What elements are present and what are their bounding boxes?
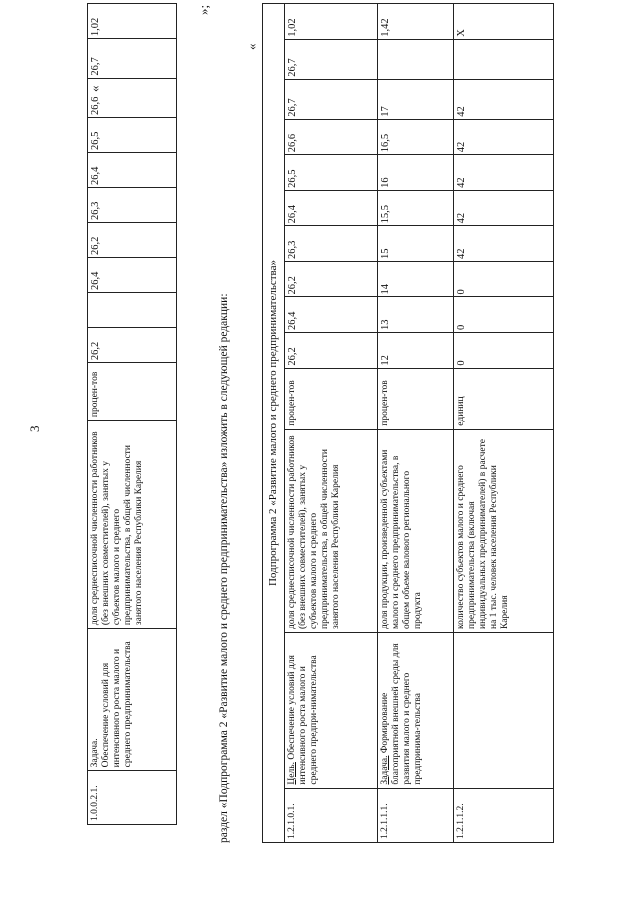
row-code: 1.2.1.1.2. [454, 788, 554, 842]
goal-text: Обеспечение условий для интенсивного роста малого и среднего предпри-нимательства [287, 655, 319, 785]
value-cell: 0 [454, 297, 554, 333]
table-header-row [263, 4, 285, 843]
indicator-cell: доля продукции, произведенной субъектами малого и среднего предпринимательства, в общем объеме валового регионального продукта [378, 429, 454, 632]
table-row [88, 4, 177, 825]
table-row [378, 4, 454, 843]
indicator-cell: доля среднесписочной численности работников (без внешних совместителей), занятых у субъектов малого и среднего предпринимательства, в общей численности занятого населения Республики Карелия [285, 429, 378, 632]
value-cell: 42 [454, 79, 554, 119]
value-cell: 12 [378, 333, 454, 369]
value-cell: 26,6 [285, 119, 378, 155]
value-cell: 42 [454, 190, 554, 226]
page-number: 3 [27, 425, 42, 432]
value-cell: 26,2 [285, 261, 378, 297]
value-cell: 26,2 [88, 223, 177, 258]
value-cell: 42 [454, 155, 554, 191]
goal-cell [454, 633, 554, 789]
value-cell: 26,3 [285, 226, 378, 262]
value-cell: 26,2 [88, 328, 177, 363]
table-row [454, 4, 554, 843]
value-cell: 26,4 [88, 258, 177, 293]
value-cell: 26,5 [285, 155, 378, 191]
table-subprogram-2 [262, 3, 554, 843]
value-cell: 17 [378, 79, 454, 119]
value-cell: 42 [454, 119, 554, 155]
table-row [285, 4, 378, 843]
value-cell [378, 39, 454, 79]
section-title: раздел «Подпрограмма 2 «Развитие малого и среднего предпринимательства» изложить в следующей редакции: [218, 293, 230, 843]
table-previous-row [87, 3, 177, 825]
goal-cell [378, 633, 454, 789]
value-cell: 16,5 [378, 119, 454, 155]
value-cell: X [454, 4, 554, 40]
value-cell: 0 [454, 333, 554, 369]
value-cell: 26,4 [285, 190, 378, 226]
value-cell: 26,6 [88, 78, 177, 117]
row-code: 1.2.1.0.1. [285, 788, 378, 842]
value-cell: 26,2 [285, 333, 378, 369]
value-cell: 26,4 [285, 297, 378, 333]
value-cell: 1,02 [285, 4, 378, 40]
subprogram-header: Подпрограмма 2 «Развитие малого и среднего предпринимательства» [263, 4, 285, 843]
value-cell: 26,3 [88, 188, 177, 223]
goal-prefix: Задача. [90, 738, 100, 768]
row-code: 1.2.1.1.1. [378, 788, 454, 842]
quote-open-1: « [87, 85, 102, 92]
value-cell: 26,7 [88, 39, 177, 78]
value-cell: 1,42 [378, 4, 454, 40]
indicator-cell: доля среднесписочной численности работников (без внешних совместителей), занятых у субъектов малого и среднего предпринимательства, в общей численности занятого населения Республики Карелия [88, 421, 177, 629]
unit-cell: процен-тов [285, 368, 378, 429]
quote-open-2: « [244, 43, 259, 50]
goal-cell [88, 629, 177, 771]
goal-text: Формирование благоприятной внешней среды для развития малого и среднего предпринима-тельства [380, 643, 423, 785]
quote-close-1: »; [196, 4, 211, 15]
value-cell: 26,7 [285, 79, 378, 119]
unit-cell: процен-тов [378, 368, 454, 429]
value-cell [454, 39, 554, 79]
value-cell: 42 [454, 226, 554, 262]
value-cell [88, 293, 177, 328]
row-code: 1.0.0.2.1. [88, 771, 177, 825]
value-cell: 16 [378, 155, 454, 191]
unit-cell: процен-тов [88, 363, 177, 421]
indicator-cell: количество субъектов малого и среднего предпринимательства (включая индивидуальных предпринимателей) в расчете на 1 тыс. человек населения Республики Карелия [454, 429, 554, 632]
value-cell: 0 [454, 261, 554, 297]
value-cell: 1,02 [88, 4, 177, 39]
value-cell: 15,5 [378, 190, 454, 226]
value-cell: 26,5 [88, 117, 177, 152]
value-cell: 15 [378, 226, 454, 262]
value-cell: 26,4 [88, 152, 177, 187]
unit-cell: единиц [454, 368, 554, 429]
goal-prefix: Цель. [287, 762, 297, 785]
goal-text: Обеспечение условий для интенсивного роста малого и среднего предпринимательства [101, 641, 133, 768]
goal-prefix: Задача. [380, 755, 390, 785]
value-cell: 26,7 [285, 39, 378, 79]
value-cell: 14 [378, 261, 454, 297]
value-cell: 13 [378, 297, 454, 333]
goal-cell [285, 633, 378, 789]
